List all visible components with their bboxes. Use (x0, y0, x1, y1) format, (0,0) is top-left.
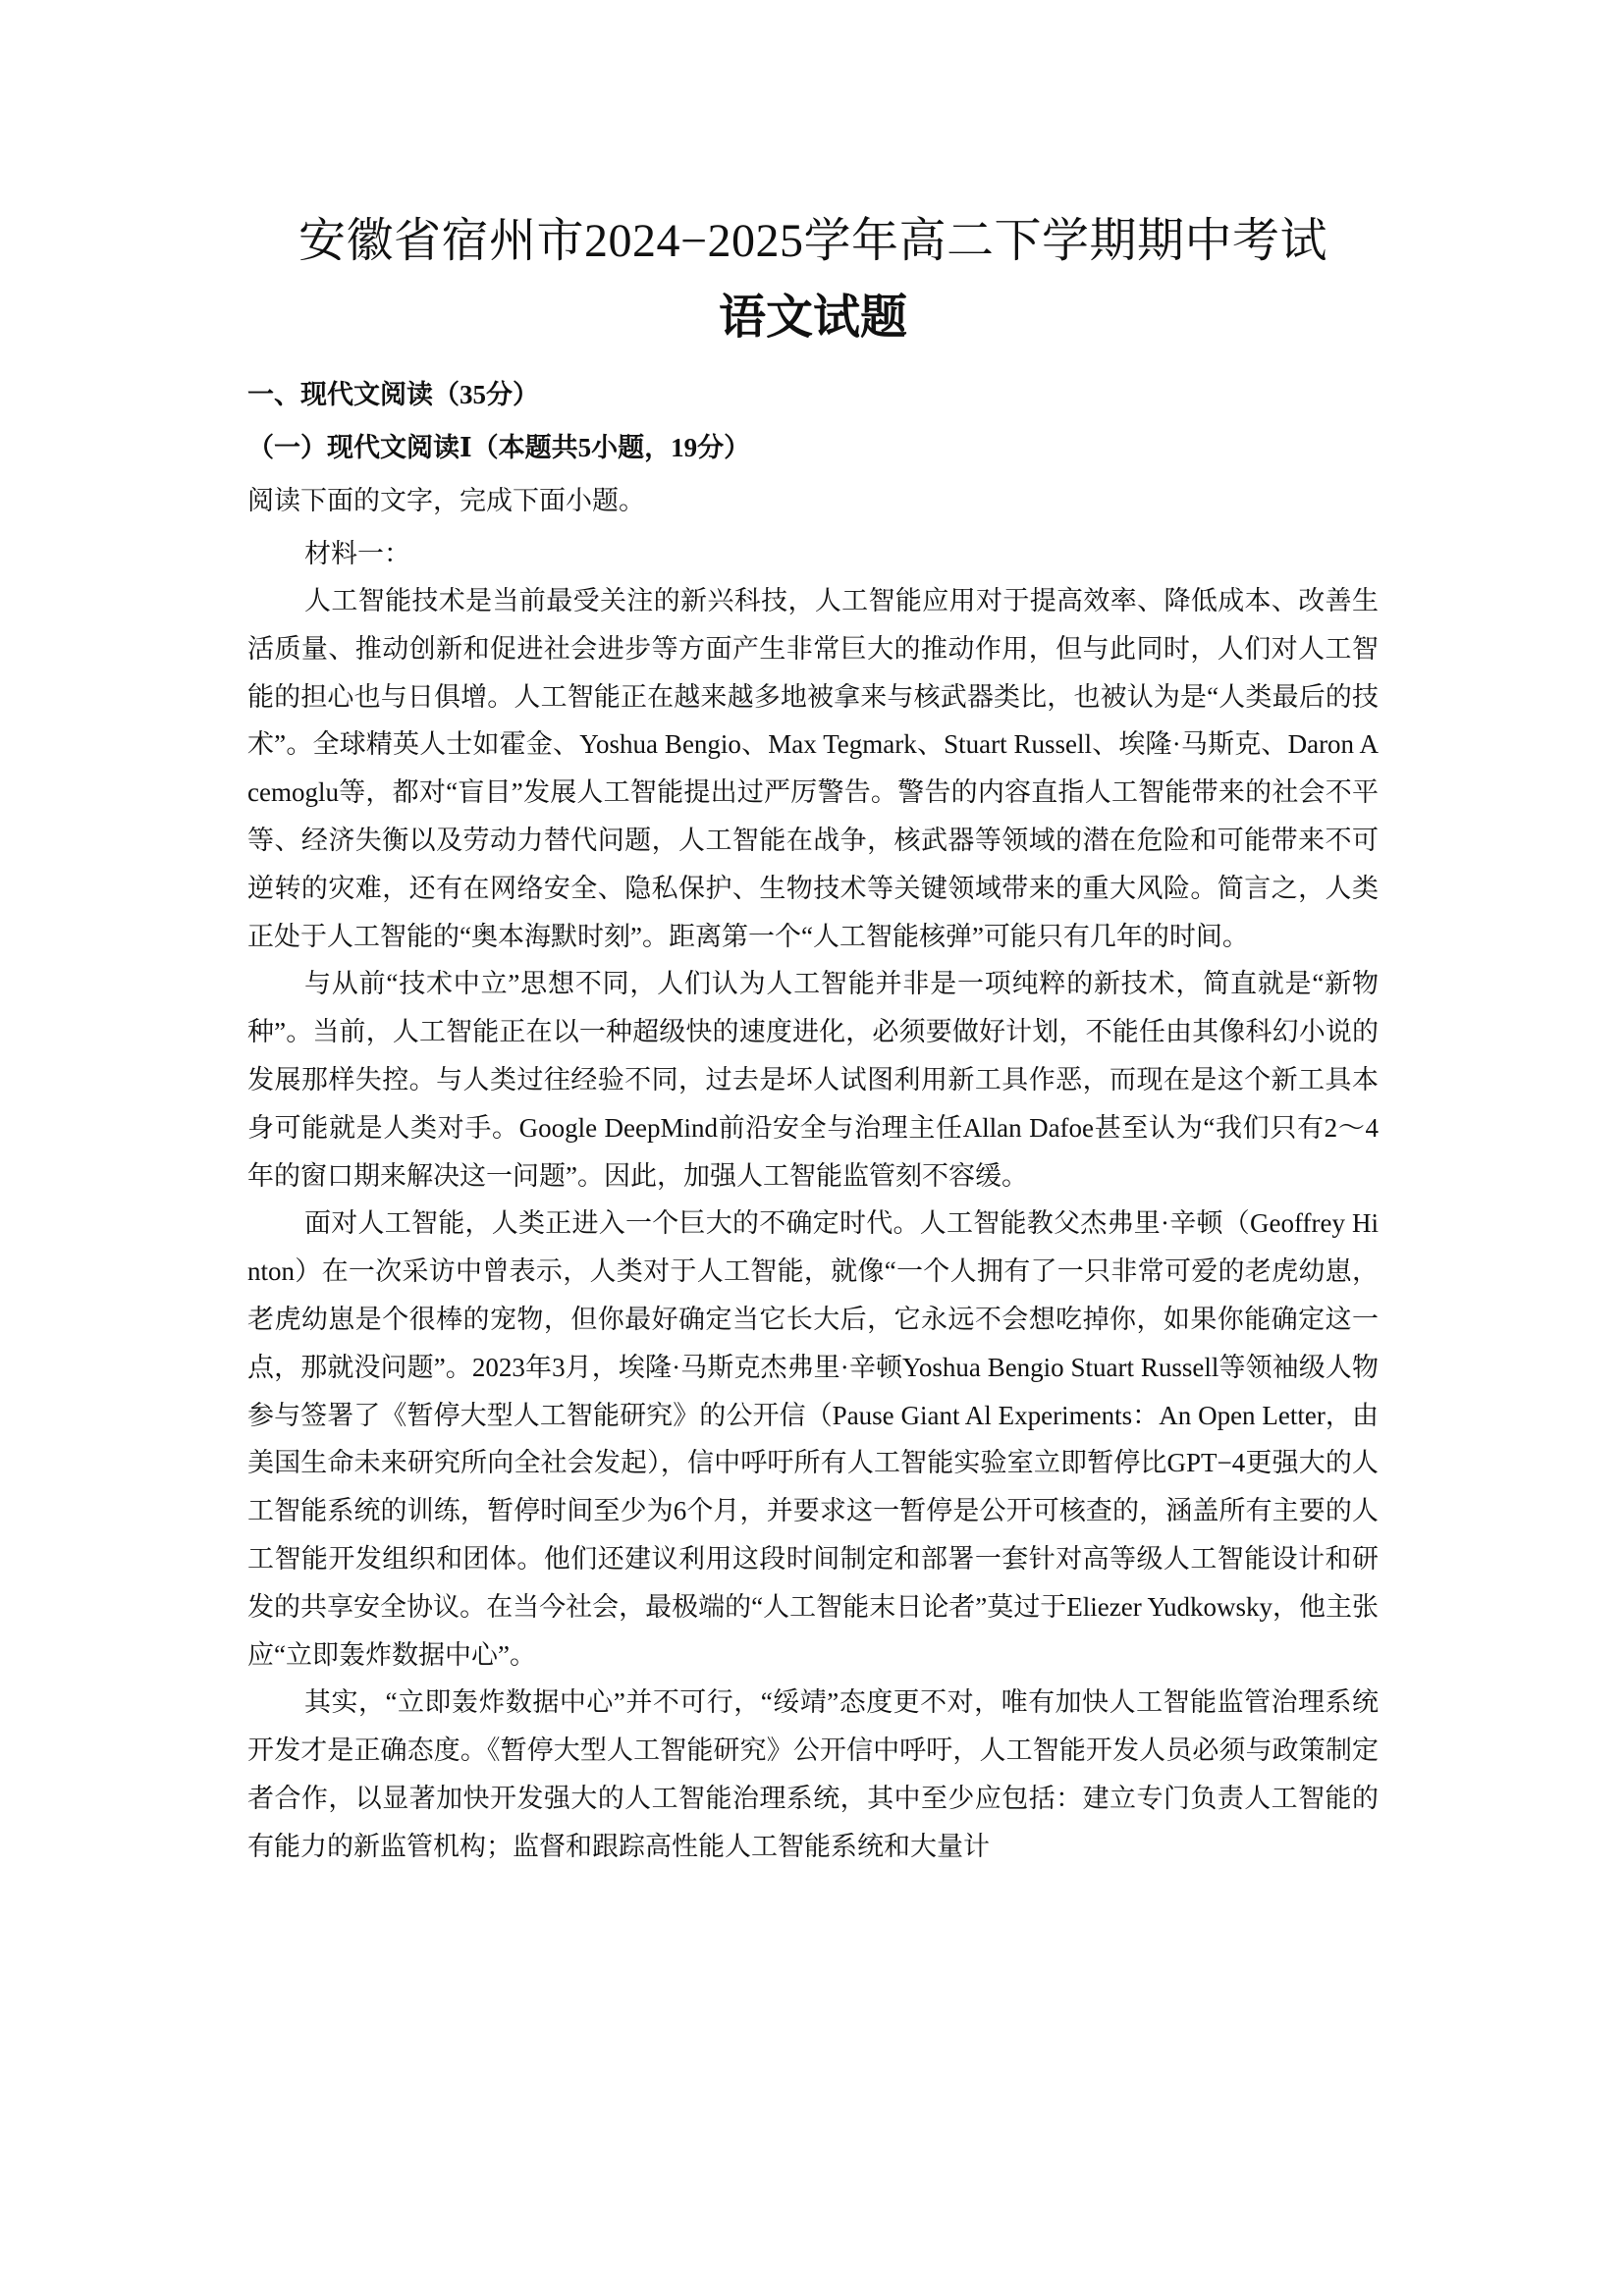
reading-instruction: 阅读下面的文字，完成下面小题。 (247, 486, 645, 515)
passage-paragraph: 其实，“立即轰炸数据中心”并不可行，“绥靖”态度更不对，唯有加快人工智能监管治理系统开发才是正确态度。《暂停大型人工智能研究》公开信中呼吁，人工智能开发人员必须与政策制定者合作，以显著加快开发强大的人工智能治理系统，其中至少应包括：建立专门负责人工智能的有能力的新监管机构；监督和跟踪高性能人工智能系统和大量计 (247, 1687, 1379, 1861)
passage-paragraph: 与从前“技术中立”思想不同，人们认为人工智能并非是一项纯粹的新技术，简直就是“新物种”。当前，人工智能正在以一种超级快的速度进化，必须要做好计划，不能任由其像科幻小说的发展那样失控。与人类过往经验不同，过去是坏人试图利用新工具作恶，而现在是这个新工具本身可能就是人类对手。Google DeepMind前沿安全与治理主任Allan Dafoe甚至认为“我们只有2～4年的窗口期来解决这一问题”。因此，加强人工智能监管刻不容缓。 (247, 969, 1379, 1191)
exam-title: 安徽省宿州市2024−2025学年高二下学期期中考试 (298, 215, 1328, 267)
subsection-heading: （一）现代文阅读Ⅰ（本题共5小题，19分） (247, 433, 751, 462)
exam-subtitle: 语文试题 (718, 292, 907, 344)
section-heading: 一、现代文阅读（35分） (247, 380, 539, 409)
page-content (247, 206, 1379, 1871)
passage-paragraph: 面对人工智能，人类正进入一个巨大的不确定时代。人工智能教父杰弗里·辛顿（Geoffrey Hinton）在一次采访中曾表示，人类对于人工智能，就像“一个人拥有了一只非常可爱的老虎幼崽，老虎幼崽是个很棒的宠物，但你最好确定当它长大后，它永远不会想吃掉你，如果你能确定这一点，那就没问题”。2023年3月，埃隆·马斯克杰弗里·辛顿Yoshua Bengio Stuart Russell等领袖级人物参与签署了《暂停大型人工智能研究》的公开信（Pause Giant Al Experiments：An Open Letter，由美国生命未来研究所向全社会发起），信中呼吁所有人工智能实验室立即暂停比GPT−4更强大的人工智能系统的训练，暂停时间至少为6个月，并要求这一暂停是公开可核查的，涵盖所有主要的人工智能开发组织和团体。他们还建议利用这段时间制定和部署一套针对高等级人工智能设计和研发的共享安全协议。在当今社会，最极端的“人工智能末日论者”莫过于Eliezer Yudkowsky，他主张应“立即轰炸数据中心”。 (247, 1208, 1379, 1670)
passage-paragraph: 人工智能技术是当前最受关注的新兴科技，人工智能应用对于提高效率、降低成本、改善生活质量、推动创新和促进社会进步等方面产生非常巨大的推动作用，但与此同时，人们对人工智能的担心也与日俱增。人工智能正在越来越多地被拿来与核武器类比，也被认为是“人类最后的技术”。全球精英人士如霍金、Yoshua Bengio、Max Tegmark、Stuart Russell、埃隆·马斯克、Daron Acemoglu等，都对“盲目”发展人工智能提出过严厉警告。警告的内容直指人工智能带来的社会不平等、经济失衡以及劳动力替代问题，人工智能在战争，核武器等领域的潜在危险和可能带来不可逆转的灾难，还有在网络安全、隐私保护、生物技术等关键领域带来的重大风险。简言之，人类正处于人工智能的“奥本海默时刻”。距离第一个“人工智能核弹”可能只有几年的时间。 (247, 586, 1379, 951)
material-label: 材料一： (304, 539, 410, 568)
